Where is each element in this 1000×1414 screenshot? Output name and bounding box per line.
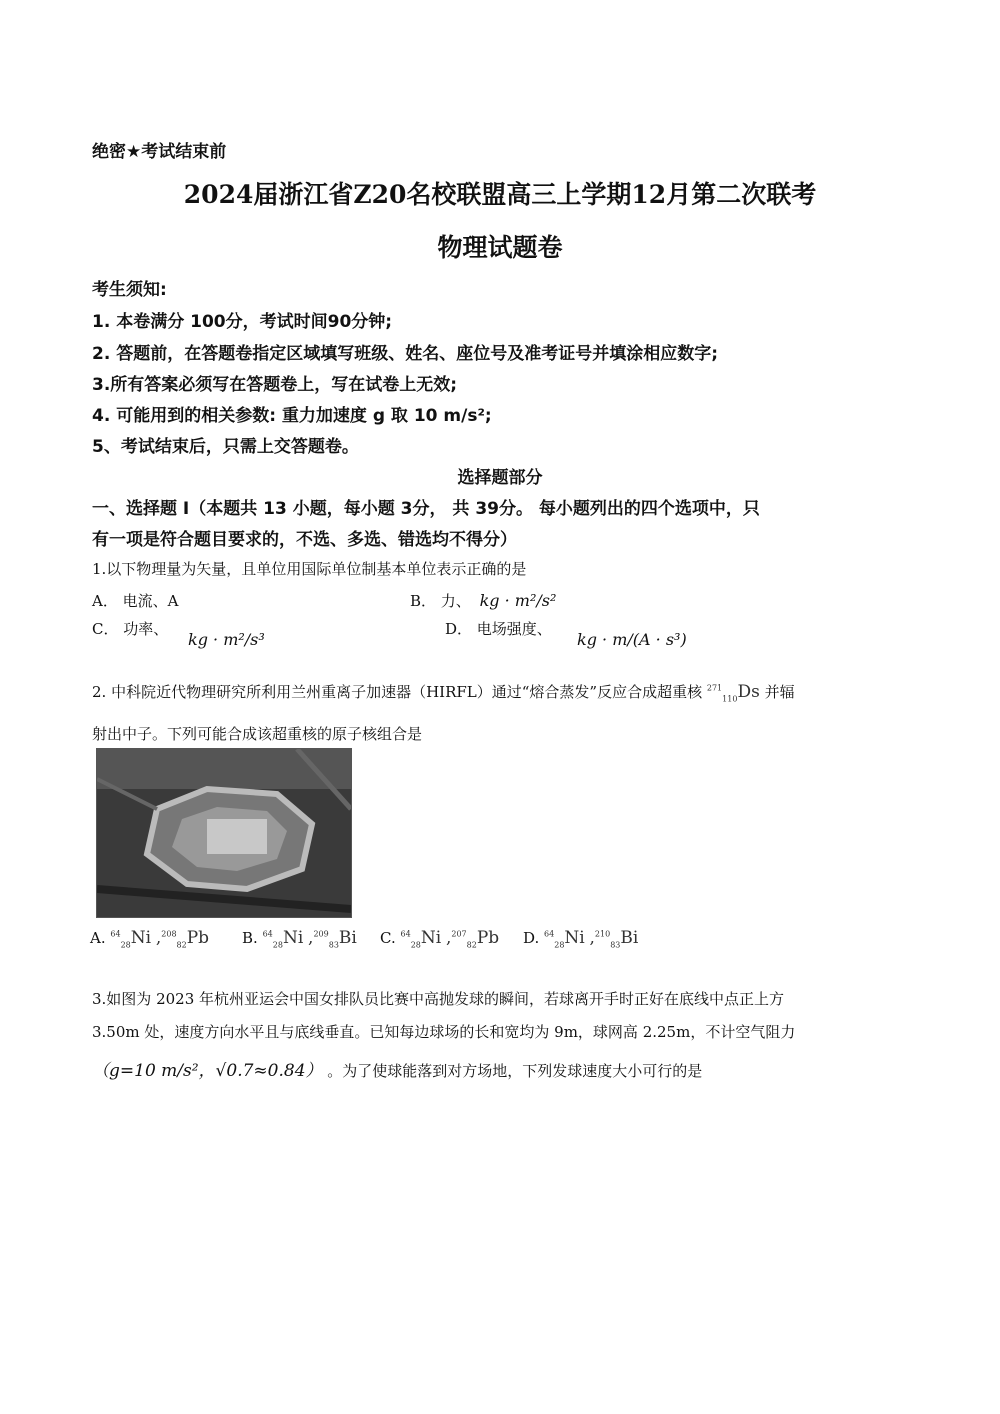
q1-stem: 1.以下物理量为矢量，且单位用国际单位制基本单位表示正确的是 — [92, 560, 527, 578]
atomic-number: 28 — [410, 940, 421, 950]
q1-option-b-label: B． 力、 — [410, 592, 471, 610]
exam-subtitle: 物理试题卷 — [437, 233, 563, 262]
mass-number: 209 — [313, 929, 329, 939]
atomic-number: 82 — [176, 940, 187, 950]
atomic-number: 28 — [272, 940, 283, 950]
q2-stem-text: 2. 中科院近代物理研究所利用兰州重离子加速器（HIRFL）通过“熔合蒸发”反应合成超重核 — [92, 683, 703, 701]
atomic-number: 83 — [328, 940, 339, 950]
notice-item: 2. 答题前，在答题卷指定区域填写班级、姓名、座位号及准考证号并填涂相应数字; — [92, 344, 719, 364]
nuclide — [401, 928, 442, 948]
element-symbol: Ni — [564, 928, 585, 948]
q2-option-c — [380, 928, 499, 949]
element-symbol: Ni — [282, 928, 304, 948]
notice-item: 3.所有答案必须写在答题卷上，写在试卷上无效; — [92, 375, 458, 395]
nuclide — [110, 928, 151, 948]
section-title: 选择题部分 — [457, 468, 543, 488]
option-label: D. — [523, 929, 540, 947]
q2-option-a — [90, 928, 209, 949]
confidential-label: 绝密★考试结束前 — [92, 142, 227, 162]
nuclide: ,$^{207}_{82}$Pb — [445, 928, 500, 950]
q2-stem-line2: 射出中子。下列可能合成该超重核的原子核组合是 — [92, 725, 423, 743]
atomic-number: 82 — [466, 940, 477, 950]
q1-option-d-unit: kg · m/(A · s³) — [577, 630, 687, 649]
q1-option-b-unit: kg · m²/s² — [479, 591, 557, 610]
q2-nucleus-ds — [707, 682, 760, 702]
mass-number: 64 — [544, 929, 555, 939]
mass-number: 210 — [594, 929, 611, 939]
q3-line1: 3.如图为 2023 年杭州亚运会中国女排队员比赛中高抛发球的瞬间，若球离开手时正好在底线中点正上方 — [92, 990, 785, 1008]
element-symbol: Bi — [338, 928, 357, 948]
mass-number: 207 — [451, 929, 467, 939]
q3-line3 — [92, 1056, 702, 1081]
atomic-number: 28 — [120, 940, 131, 950]
atomic-number: 110 — [722, 694, 738, 704]
q2-option-d — [523, 928, 638, 949]
q3-formula: （g=10 m/s²，√0.7≈0.84） — [92, 1061, 323, 1081]
q1-option-b — [410, 590, 556, 611]
q2-stem-line1 — [92, 681, 795, 703]
element-symbol: Ni — [420, 928, 442, 948]
mass-number: 64 — [400, 929, 411, 939]
q1-option-c-unit: kg · m²/s³ — [188, 630, 265, 649]
q1-option-a: A． 电流、A — [92, 592, 179, 610]
q3-line3-text: 。为了使球能落到对方场地，下列发球速度大小可行的是 — [327, 1062, 703, 1080]
q2-stem-text-end: 并辐 — [764, 683, 795, 701]
option-label: A. — [90, 929, 106, 947]
part1-instructions-line2: 有一项是符合题目要求的，不选、多选、错选均不得分） — [92, 530, 517, 550]
mass-number: 208 — [161, 929, 177, 939]
atomic-number: 28 — [554, 940, 565, 950]
q1-option-c-label: C． 功率、 — [92, 620, 169, 638]
nuclide: ,$^{209}_{83}$Bi — [308, 928, 357, 950]
atomic-number: 83 — [610, 940, 621, 950]
mass-number: 64 — [110, 929, 121, 939]
nuclide: ,$^{208}_{82}$Pb — [155, 928, 210, 950]
accelerator-photo — [96, 748, 352, 918]
option-label: C. — [380, 929, 396, 947]
q2-option-b — [242, 928, 357, 949]
nuclide: ,$^{210}_{83}$Bi — [589, 928, 639, 950]
notice-item: 1. 本卷满分 100分，考试时间90分钟; — [92, 312, 393, 332]
option-label: B. — [242, 929, 258, 947]
mass-number: 271 — [706, 683, 723, 693]
q3-line2: 3.50m 处，速度方向水平且与底线垂直。已知每边球场的长和宽均为 9m，球网高 2.25m，不计空气阻力 — [92, 1023, 796, 1041]
nuclide — [263, 928, 304, 948]
accelerator-photo-drawing — [97, 749, 351, 917]
mass-number: 64 — [262, 929, 273, 939]
element-symbol: Bi — [620, 928, 639, 948]
element-symbol: Ds — [737, 682, 760, 702]
element-symbol: Ni — [130, 928, 152, 948]
part1-instructions-line1: 一、选择题 I（本题共 13 小题，每小题 3分， 共 39分。 每小题列出的四个选项中，只 — [92, 499, 760, 519]
notice-heading: 考生须知: — [92, 280, 167, 300]
element-symbol: Pb — [186, 928, 210, 948]
notice-item: 4. 可能用到的相关参数: 重力加速度 g 取 10 m/s²; — [92, 406, 492, 426]
q1-option-d-label: D． 电场强度、 — [445, 620, 552, 638]
nuclide — [544, 928, 585, 948]
notice-item: 5、考试结束后，只需上交答题卷。 — [92, 437, 359, 457]
exam-title: 2024届浙江省Z20名校联盟高三上学期12月第二次联考 — [183, 180, 817, 209]
element-symbol: Pb — [476, 928, 500, 948]
